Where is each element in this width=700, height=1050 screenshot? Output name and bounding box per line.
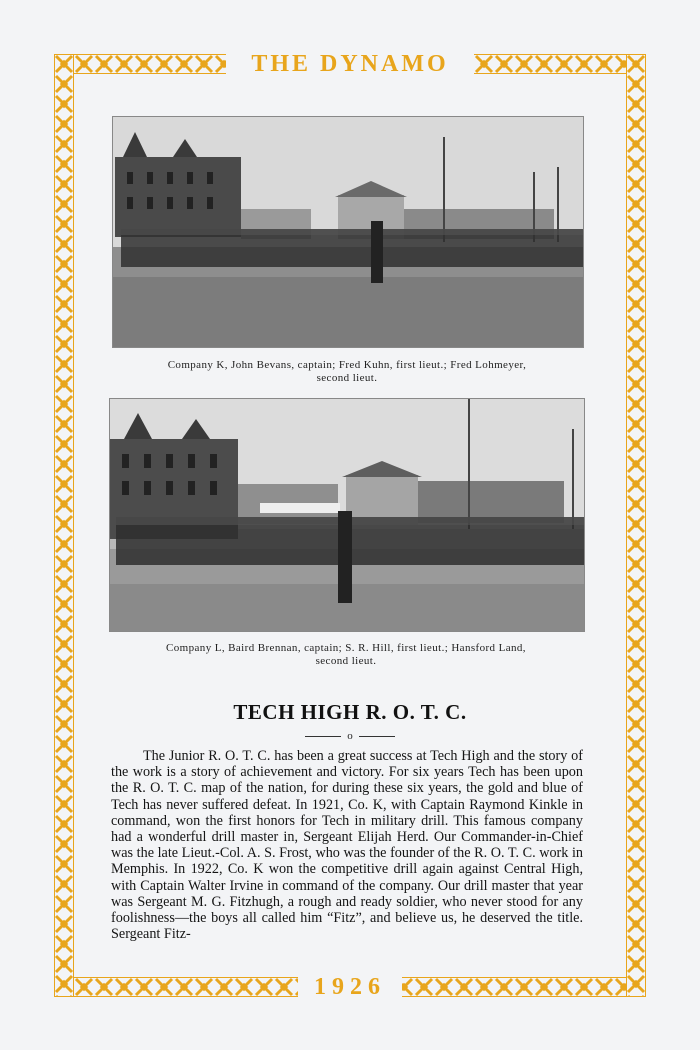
publication-year: 1926 (298, 972, 402, 1002)
caption-line: Company L, Baird Brennan, captain; S. R. Hill, first lieut.; Hansford Land, (166, 642, 526, 654)
caption-line: second lieut. (315, 655, 377, 667)
caption-line: second lieut. (316, 372, 378, 384)
title-separator: o (305, 730, 395, 742)
ornamental-border-right (626, 54, 646, 997)
company-k-photo (112, 116, 584, 348)
article-paragraph: The Junior R. O. T. C. has been a great success at Tech High and the story of the work is a story of achievement and victory. For six years Tech has been upon the R. O. T. C. map of the nation, for during these six years, the gold and blue of Tech has never suffered defeat. In 1921, Co. K, with Captain Raymond Kinkle in command, won the first honors for Tech in military drill. This famous company had a wonderful drill master in, Sergeant Elijah Herd. Our Commander-in-Chief was the late Lieut.-Col. A. S. Frost, who was the founder of the R. O. T. C. work in Memphis. In 1922, Co. K won the competitive drill again against Central High, with Captain Walter Irvine in command of the company. Our drill master that year was Sergeant M. G. Fitzhugh, a rough and ready soldier, who never stood for any foolishness—the boys all called him “Fitz”, and believe us, he deserved the title. Sergeant Fitz- (111, 748, 583, 943)
company-k-caption (112, 359, 582, 385)
ornamental-border-left (54, 54, 74, 997)
article-title: TECH HIGH R. O. T. C. (233, 700, 467, 724)
article-body (111, 748, 583, 942)
caption-line: Company K, John Bevans, captain; Fred Kuhn, first lieut.; Fred Lohmeyer, (167, 359, 527, 371)
company-l-caption (109, 642, 583, 668)
company-l-photo (109, 398, 585, 632)
publication-title: THE DYNAMO (226, 49, 474, 79)
